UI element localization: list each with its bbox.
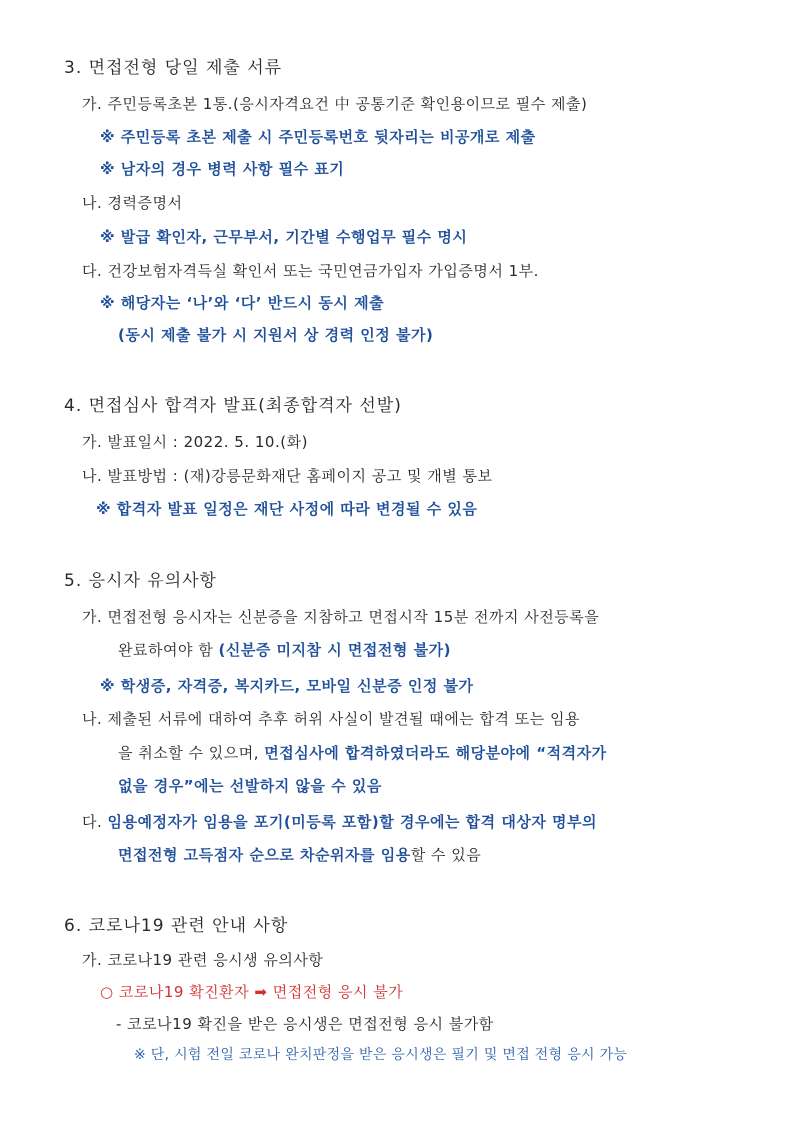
s3-ga-note-2: ※ 남자의 경우 병력 사항 필수 표기: [100, 160, 345, 178]
section-3-heading: 3. 면접전형 당일 제출 서류: [64, 58, 283, 78]
s3-item-da: 다. 건강보험자격득실 확인서 또는 국민연금가입자 가입증명서 1부.: [82, 262, 539, 280]
s5-da-marker: 다.: [82, 813, 108, 831]
s6-circle-item: ○ 코로나19 확진환자 ➡ 면접전형 응시 불가: [100, 983, 404, 1001]
s5-na-emphasis: 면접심사에 합격하였더라도 해당분야에 “적격자가: [264, 744, 607, 762]
s5-ga-text: 완료하여야 함: [118, 641, 219, 659]
s4-item-na: 나. 발표방법 : (재)강릉문화재단 홈페이지 공고 및 개별 통보: [82, 467, 493, 485]
s5-item-da-line-1: [82, 812, 597, 832]
s3-item-ga: 가. 주민등록초본 1통.(응시자격요건 中 공통기준 확인용이므로 필수 제출): [82, 95, 588, 113]
s6-dash-item: - 코로나19 확진을 받은 응시생은 면접전형 응시 불가함: [116, 1015, 494, 1033]
section-6-heading: 6. 코로나19 관련 안내 사항: [64, 916, 289, 936]
s3-na-note-1: ※ 발급 확인자, 근무부서, 기간별 수행업무 필수 명시: [100, 228, 468, 246]
s5-item-da-line-2: [118, 845, 481, 865]
s5-da-emphasis-2: 면접전형 고득점자 순으로 차순위자를 임용: [118, 846, 411, 864]
s5-item-na-line-1: 나. 제출된 서류에 대하여 추후 허위 사실이 발견될 때에는 합격 또는 임용: [82, 710, 580, 728]
s5-item-ga-line-2: [118, 640, 451, 660]
s5-item-na-line-3: 없을 경우”에는 선발하지 않을 수 있음: [118, 777, 382, 795]
s5-da-text: 할 수 있음: [410, 846, 482, 864]
s6-item-ga: 가. 코로나19 관련 응시생 유의사항: [82, 951, 324, 969]
s5-ga-emphasis: (신분증 미지참 시 면접전형 불가): [218, 641, 451, 659]
s5-item-na-line-2: [118, 743, 607, 763]
section-4-heading: 4. 면접심사 합격자 발표(최종합격자 선발): [64, 396, 402, 416]
s4-note: ※ 합격자 발표 일정은 재단 사정에 따라 변경될 수 있음: [96, 500, 478, 518]
s5-ga-note: ※ 학생증, 자격증, 복지카드, 모바일 신분증 인정 불가: [100, 677, 474, 695]
s6-note: ※ 단, 시험 전일 코로나 완치판정을 받은 응시생은 필기 및 면접 전형 응시 가능: [134, 1047, 628, 1063]
s4-item-ga: 가. 발표일시 : 2022. 5. 10.(화): [82, 433, 308, 451]
section-5-heading: 5. 응시자 유의사항: [64, 571, 217, 591]
s3-item-na: 나. 경력증명서: [82, 194, 183, 212]
s3-ga-note-1: ※ 주민등록 초본 제출 시 주민등록번호 뒷자리는 비공개로 제출: [100, 128, 536, 146]
s3-da-note-1: ※ 해당자는 ‘나’와 ‘다’ 반드시 동시 제출: [100, 294, 385, 312]
s5-item-ga-line-1: 가. 면접전형 응시자는 신분증을 지참하고 면접시작 15분 전까지 사전등록을: [82, 608, 600, 626]
s3-da-note-2: (동시 제출 불가 시 지원서 상 경력 인정 불가): [118, 326, 434, 344]
s5-da-emphasis: 임용예정자가 임용을 포기(미등록 포함)할 경우에는 합격 대상자 명부의: [107, 813, 598, 831]
s5-na-text: 을 취소할 수 있으며,: [118, 744, 265, 762]
